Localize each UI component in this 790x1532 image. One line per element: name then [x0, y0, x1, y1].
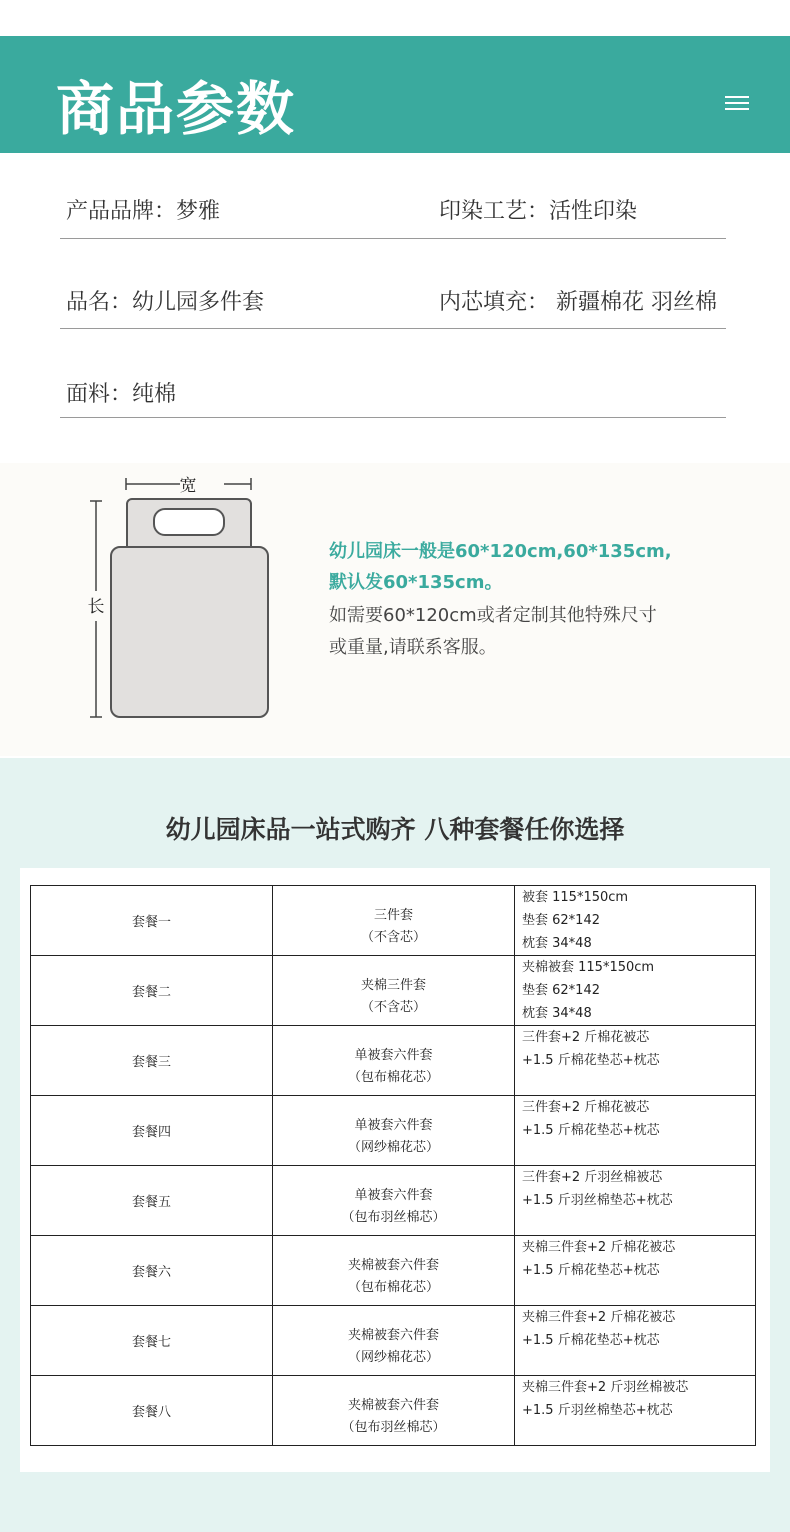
param-brand: 产品品牌：梦雅: [66, 199, 221, 224]
size-note-line4: 或重量,请联系客服。: [329, 637, 497, 658]
package-core: （包布羽丝棉芯）: [341, 1209, 446, 1225]
package-core: （不含芯）: [360, 929, 426, 945]
size-panel: [0, 463, 790, 756]
package-set: 单被套六件套: [354, 1117, 433, 1133]
packages-table-card: [20, 868, 770, 1472]
package-detail-line: 三件套+2 斤棉花被芯: [522, 1100, 650, 1115]
package-name: 套餐五: [31, 1166, 273, 1236]
table-row: [31, 886, 756, 956]
width-label: 宽: [179, 476, 197, 496]
package-core: （网纱棉花芯）: [347, 1139, 439, 1155]
param-filling: 内芯填充： 新疆棉花 羽丝棉: [439, 290, 717, 315]
package-detail-line: 夹棉三件套+2 斤羽丝棉被芯: [522, 1380, 689, 1395]
table-row: [31, 1096, 756, 1166]
package-detail-cell: [515, 1376, 756, 1446]
package-set: 三件套: [373, 907, 413, 923]
package-set: 夹棉被套六件套: [347, 1327, 439, 1343]
package-name: 套餐一: [31, 886, 273, 956]
package-detail-cell: [515, 1236, 756, 1306]
package-set-cell: [273, 886, 515, 956]
param-process: 印染工艺：活性印染: [439, 199, 638, 224]
table-row: [31, 1026, 756, 1096]
page-title: 商品参数: [56, 75, 297, 143]
package-core: （包布棉花芯）: [347, 1069, 439, 1085]
size-note-line3: 如需要60*120cm或者定制其他特殊尺寸: [329, 605, 657, 626]
package-detail-cell: [515, 1096, 756, 1166]
package-detail-cell: [515, 1166, 756, 1236]
packages-section: [0, 758, 790, 1532]
divider: [60, 417, 726, 418]
package-name: 套餐四: [31, 1096, 273, 1166]
packages-heading: 幼儿园床品一站式购齐 八种套餐任你选择: [165, 815, 625, 844]
package-detail-line: 三件套+2 斤羽丝棉被芯: [522, 1170, 663, 1185]
package-detail-line: 垫套 62*142: [522, 913, 600, 928]
param-name: 品名：幼儿园多件套: [66, 290, 265, 315]
package-detail-cell: [515, 956, 756, 1026]
package-detail-cell: [515, 1306, 756, 1376]
table-row: [31, 1376, 756, 1446]
size-note-line1: 幼儿园床一般是60*120cm,60*135cm,: [329, 541, 672, 562]
package-detail-line: 三件套+2 斤棉花被芯: [522, 1030, 650, 1045]
table-row: [31, 956, 756, 1026]
package-detail-line: 夹棉三件套+2 斤棉花被芯: [522, 1240, 676, 1255]
package-set: 夹棉被套六件套: [347, 1257, 439, 1273]
package-core: （包布棉花芯）: [347, 1279, 439, 1295]
package-detail-line: +1.5 斤棉花垫芯+枕芯: [522, 1053, 660, 1068]
package-name: 套餐八: [31, 1376, 273, 1446]
package-name: 套餐三: [31, 1026, 273, 1096]
table-row: [31, 1166, 756, 1236]
package-detail-line: 枕套 34*48: [522, 1006, 592, 1021]
package-set-cell: [273, 1306, 515, 1376]
package-detail-line: 夹棉被套 115*150cm: [522, 960, 655, 975]
package-name: 套餐二: [31, 956, 273, 1026]
package-detail-line: +1.5 斤棉花垫芯+枕芯: [522, 1123, 660, 1138]
package-core: （不含芯）: [360, 999, 426, 1015]
package-detail-line: 枕套 34*48: [522, 936, 592, 951]
package-detail-line: +1.5 斤羽丝棉垫芯+枕芯: [522, 1193, 673, 1208]
package-name: 套餐七: [31, 1306, 273, 1376]
table-row: [31, 1306, 756, 1376]
package-detail-line: +1.5 斤棉花垫芯+枕芯: [522, 1333, 660, 1348]
package-set-cell: [273, 1376, 515, 1446]
package-set-cell: [273, 1236, 515, 1306]
package-detail-line: 夹棉三件套+2 斤棉花被芯: [522, 1310, 676, 1325]
menu-icon[interactable]: [725, 96, 749, 110]
package-set: 单被套六件套: [354, 1187, 433, 1203]
package-set-cell: [273, 1096, 515, 1166]
divider: [60, 238, 726, 239]
package-set-cell: [273, 956, 515, 1026]
length-label: 长: [87, 597, 105, 617]
table-row: [31, 1236, 756, 1306]
package-core: （网纱棉花芯）: [347, 1349, 439, 1365]
package-set: 夹棉三件套: [360, 977, 426, 993]
package-name: 套餐六: [31, 1236, 273, 1306]
package-set-cell: [273, 1166, 515, 1236]
package-detail-cell: [515, 1026, 756, 1096]
package-core: （包布羽丝棉芯）: [341, 1419, 446, 1435]
package-set: 夹棉被套六件套: [347, 1397, 439, 1413]
size-note-line2: 默认发60*135cm。: [329, 572, 503, 593]
header-banner: [0, 36, 790, 153]
param-fabric: 面料：纯棉: [66, 382, 177, 407]
bed-size-diagram: [78, 463, 278, 728]
package-detail-cell: [515, 886, 756, 956]
packages-table: [30, 885, 756, 1446]
divider: [60, 328, 726, 329]
package-set-cell: [273, 1026, 515, 1096]
package-detail-line: +1.5 斤棉花垫芯+枕芯: [522, 1263, 660, 1278]
package-detail-line: +1.5 斤羽丝棉垫芯+枕芯: [522, 1403, 673, 1418]
package-detail-line: 被套 115*150cm: [522, 890, 629, 905]
package-detail-line: 垫套 62*142: [522, 983, 600, 998]
package-set: 单被套六件套: [354, 1047, 433, 1063]
